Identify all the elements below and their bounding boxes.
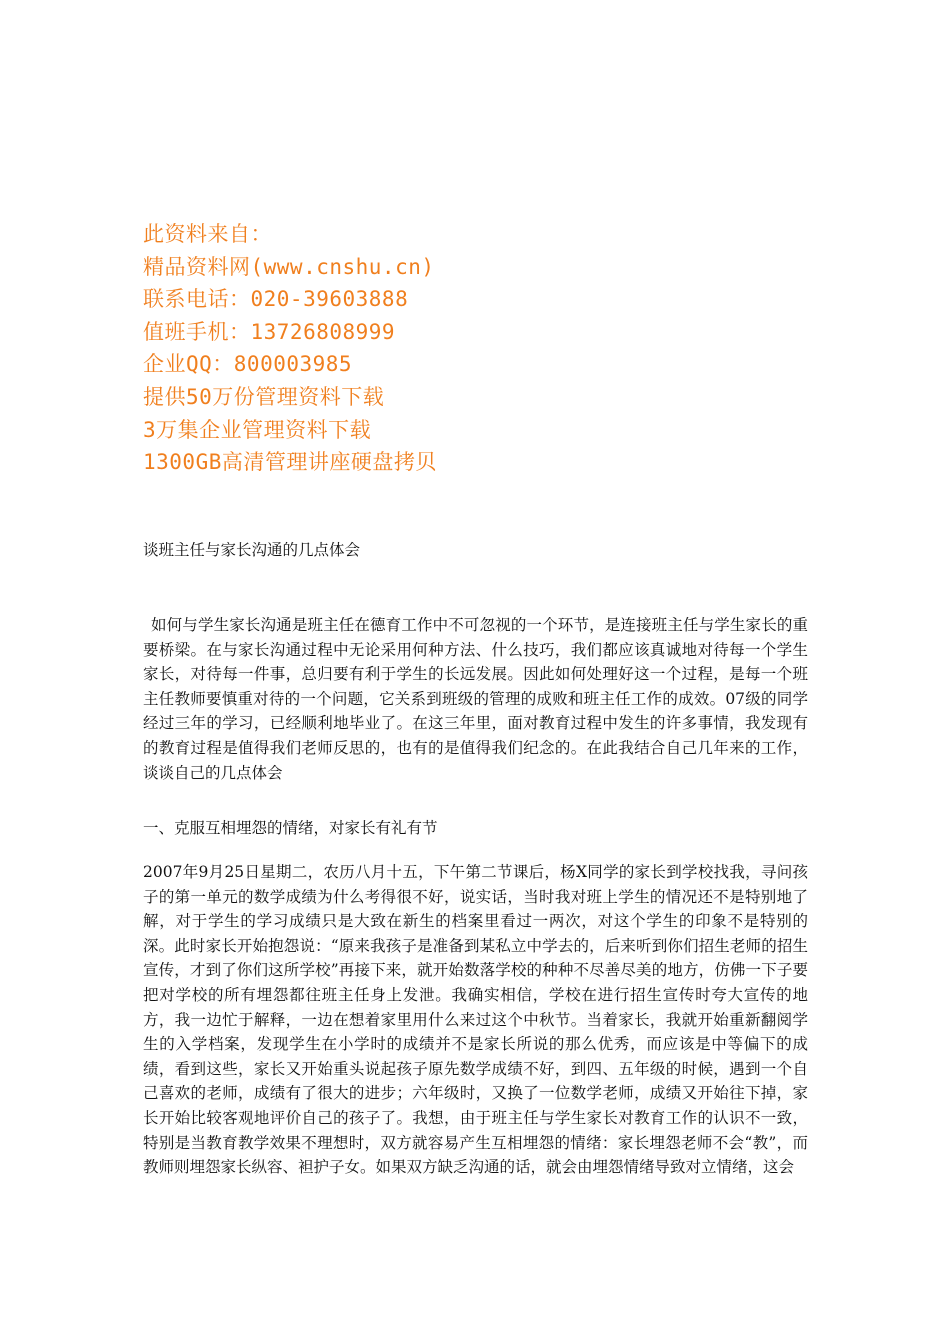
- ad-line-source: 此资料来自：: [143, 222, 272, 246]
- ad-line-offer-3: 1300GB高清管理讲座硬盘拷贝: [143, 450, 437, 475]
- section-paragraph: 2007年9月25日星期二，农历八月十五，下午第二节课后，杨X同学的家长到学校找我，寻问孩子的第一单元的数学成绩为什么考得很不好，说实话，当时我对班上学生的情况还不是特别地了解，对于学生的学习成绩只是大致在新生的档案里看过一两次，对这个学生的印象不是特别的深。此时家长开始抱怨说：“原来我孩子是准备到某私立中学去的，后来听到你们招生老师的招生宣传，才到了你们这所学校”再接下来，就开始数落学校的种种不尽善尽美的地方，仿佛一下子要把对学校的所有埋怨都往班主任身上发泄。我确实相信，学校在进行招生宣传时夸大宣传的地方，我一边忙于解释，一边在想着家里用什么来过这个中秋节。当着家长，我就开始重新翻阅学生的入学档案，发现学生在小学时的成绩并不是家长所说的那么优秀，而应该是中等偏下的成绩，看到这些，家长又开始重头说起孩子原先数学成绩不好，到四、五年级的时候，遇到一个自己喜欢的老师，成绩有了很大的进步；六年级时，又换了一位数学老师，成绩又开始往下掉，家长开始比较客观地评价自己的孩子了。我想，由于班主任与学生家长对教育工作的认识不一致，特别是当教育教学效果不理想时，双方就容易产生互相埋怨的情绪：家长埋怨老师不会“教”，而教师则埋怨家长纵容、袒护子女。如果双方缺乏沟通的话，就会由埋怨情绪导致对立情绪，这会: [143, 863, 808, 1177]
- intro-paragraph: 如何与学生家长沟通是班主任在德育工作中不可忽视的一个环节，是连接班主任与学生家长的重要桥梁。在与家长沟通过程中无论采用何种方法、什么技巧，我们都应该真诚地对待每一个学生家长，对待每一件事，总归要有利于学生的长远发展。因此如何处理好这一个过程，是每一个班主任教师要慎重对待的一个问题，它关系到班级的管理的成败和班主任工作的成效。07级的同学经过三年的学习，已经顺利地毕业了。在这三年里，面对教育过程中发生的许多事情，我发现有的教育过程是值得我们老师反思的，也有的是值得我们纪念的。在此我结合自己几年来的工作，谈谈自己的几点体会: [143, 616, 808, 782]
- section-heading: 一、克服互相埋怨的情绪，对家长有礼有节: [143, 819, 438, 837]
- document-body: [143, 538, 808, 1177]
- ad-line-offer-2: 3万集企业管理资料下载: [143, 417, 372, 442]
- ad-line-mobile: 值班手机：13726808999: [143, 319, 396, 344]
- ad-line-website: 精品资料网(www.cnshu.cn): [143, 254, 435, 279]
- source-ad-block: [143, 218, 803, 479]
- ad-line-offer-1: 提供50万份管理资料下载: [143, 384, 385, 409]
- ad-line-phone: 联系电话：020-39603888: [143, 287, 409, 312]
- ad-line-qq: 企业QQ：800003985: [143, 352, 353, 377]
- document-title: 谈班主任与家长沟通的几点体会: [143, 541, 361, 559]
